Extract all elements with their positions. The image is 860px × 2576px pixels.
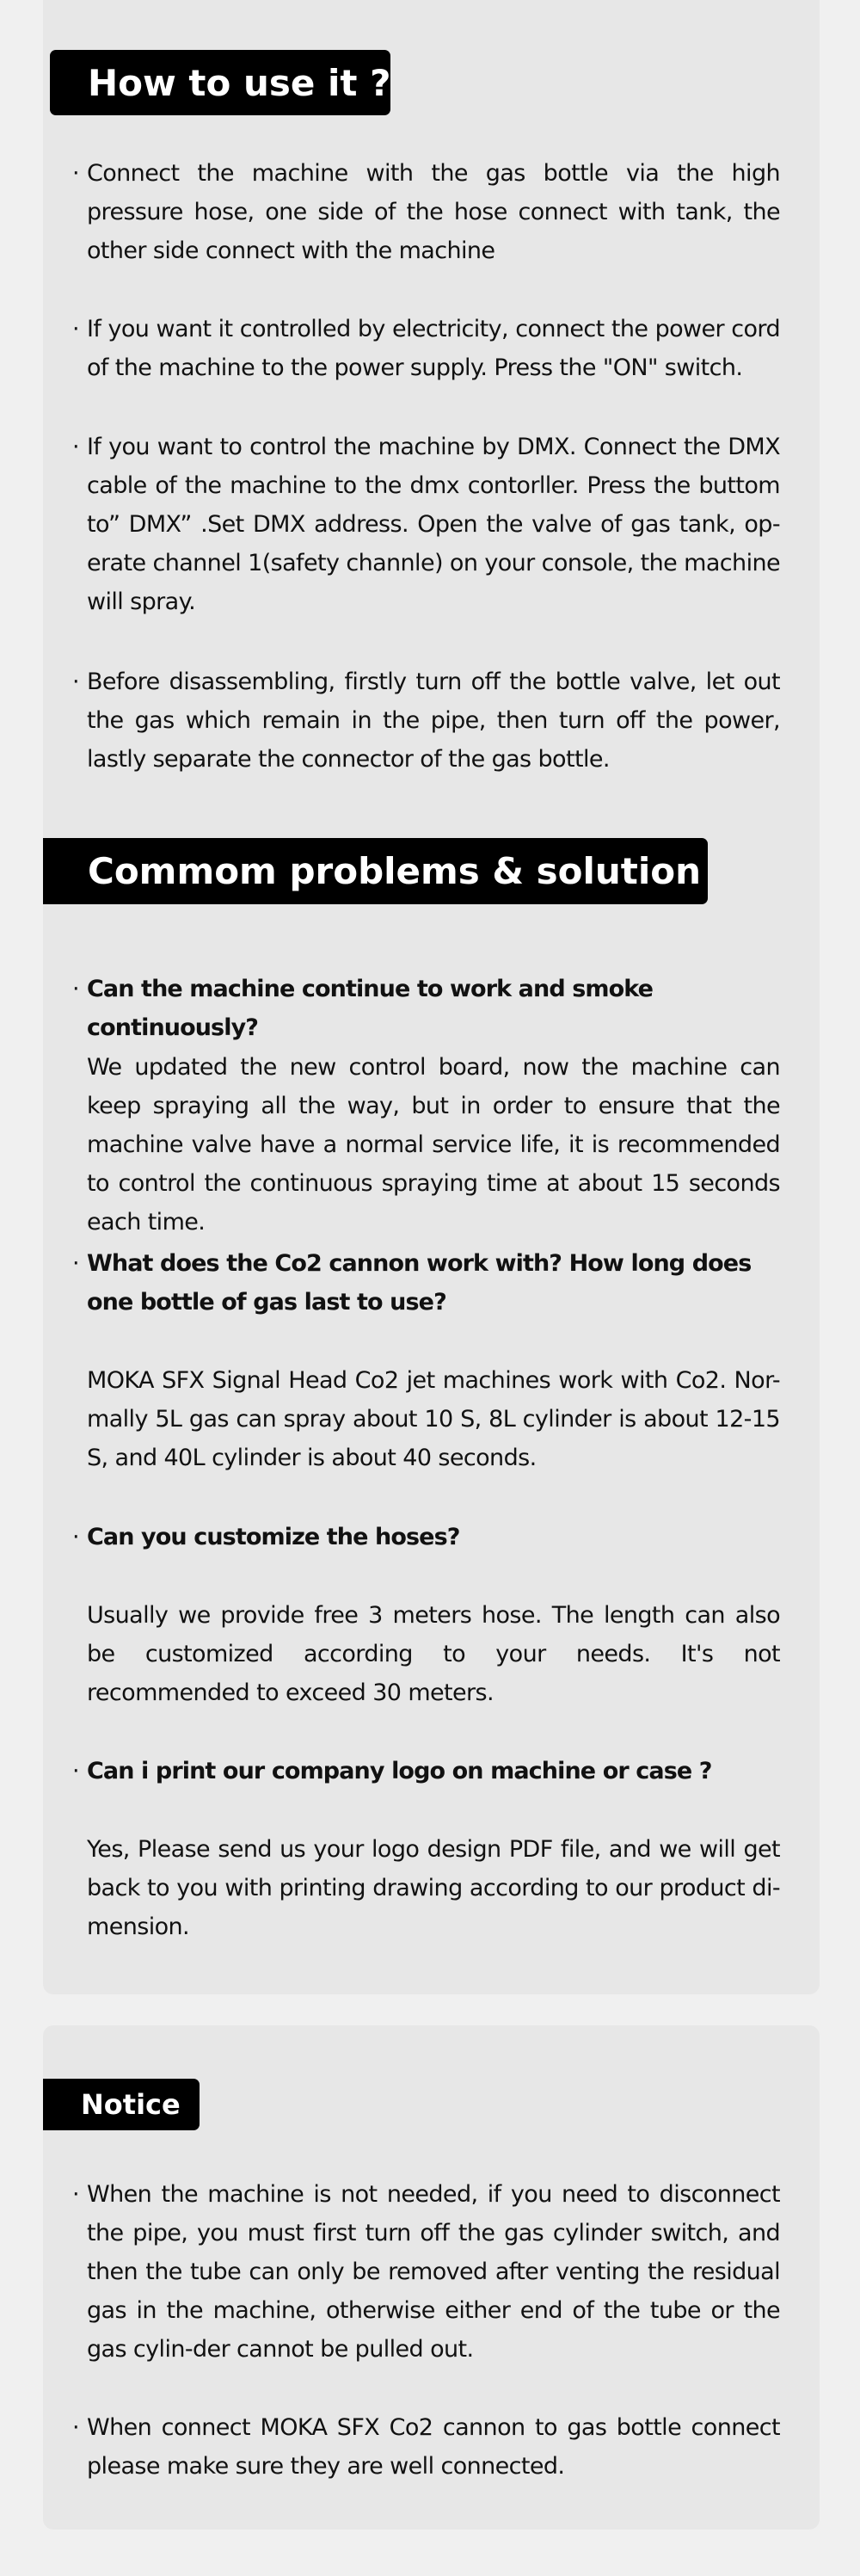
usage-step: · If you want it controlled by electricity, connect the power cord of the machine to the power supply. Press the "ON" switch. <box>72 310 780 387</box>
faq-question: · Can you customize the hoses? <box>72 1518 780 1556</box>
usage-step: · If you want to control the machine by DMX. Connect the DMX cable of the machine to the dmx contorller. Press the buttom to” DMX” .Set DMX address. Open the valve of gas tank, op-erate channel 1(safety channle) on your console, the machine will spray. <box>72 428 780 621</box>
bullet-icon: · <box>72 316 79 342</box>
bullet-icon: · <box>72 2414 79 2441</box>
bullet-icon: · <box>72 2181 79 2208</box>
bullet-icon: · <box>72 1524 79 1550</box>
usage-step: · Connect the machine with the gas bottle via the high pressure hose, one side of the hose connect with tank, the other side connect with the machine <box>72 154 780 270</box>
bullet-icon: · <box>72 976 79 1002</box>
bullet-icon: · <box>72 669 79 695</box>
bullet-icon: · <box>72 160 79 187</box>
faq-answer: MOKA SFX Signal Head Co2 jet machines work with Co2. Nor-mally 5L gas can spray about 10 S, 8L cylinder is about 12-15 S, and 40L cylinder is about 40 seconds. <box>87 1367 780 1471</box>
faq-answer: Yes, Please send us your logo design PDF file, and we will get back to you with printing drawing according to our product di-mension. <box>87 1836 780 1940</box>
bullet-icon: · <box>72 1758 79 1784</box>
notice-heading: Notice <box>43 2079 200 2130</box>
notice-item: · When the machine is not needed, if you need to disconnect the pipe, you must first turn off the gas cylinder switch, and then the tube can only be removed after venting the residual gas in the machine, otherwise either end of the tube or the gas cylin-der cannot be pulled out. <box>72 2175 780 2369</box>
usage-heading: How to use it ? <box>50 50 390 115</box>
bullet-icon: · <box>72 434 79 460</box>
bullet-icon: · <box>72 1250 79 1277</box>
usage-step: · Before disassembling, firstly turn off the bottle valve, let out the gas which remain in the pipe, then turn off the power, lastly separate the connector of the gas bottle. <box>72 662 780 779</box>
faq-question: · What does the Co2 cannon work with? How long does one bottle of gas last to use? <box>72 1244 780 1322</box>
faq-question: · Can i print our company logo on machine or case ? <box>72 1752 780 1790</box>
faq-answer: We updated the new control board, now the machine can keep spraying all the way, but in order to ensure that the machine valve have a normal service life, it is recommended to control the continuous spraying time at about 15 seconds each time. <box>87 1054 780 1236</box>
faq-question: · Can the machine continue to work and smoke continuously? <box>72 970 780 1047</box>
faq-heading: Commom problems & solution <box>43 838 708 904</box>
notice-item: · When connect MOKA SFX Co2 cannon to gas bottle connect please make sure they are well connected. <box>72 2408 780 2486</box>
faq-answer: Usually we provide free 3 meters hose. The length can also be customized according to your needs. It's not recommended to exceed 30 meters. <box>87 1602 780 1706</box>
